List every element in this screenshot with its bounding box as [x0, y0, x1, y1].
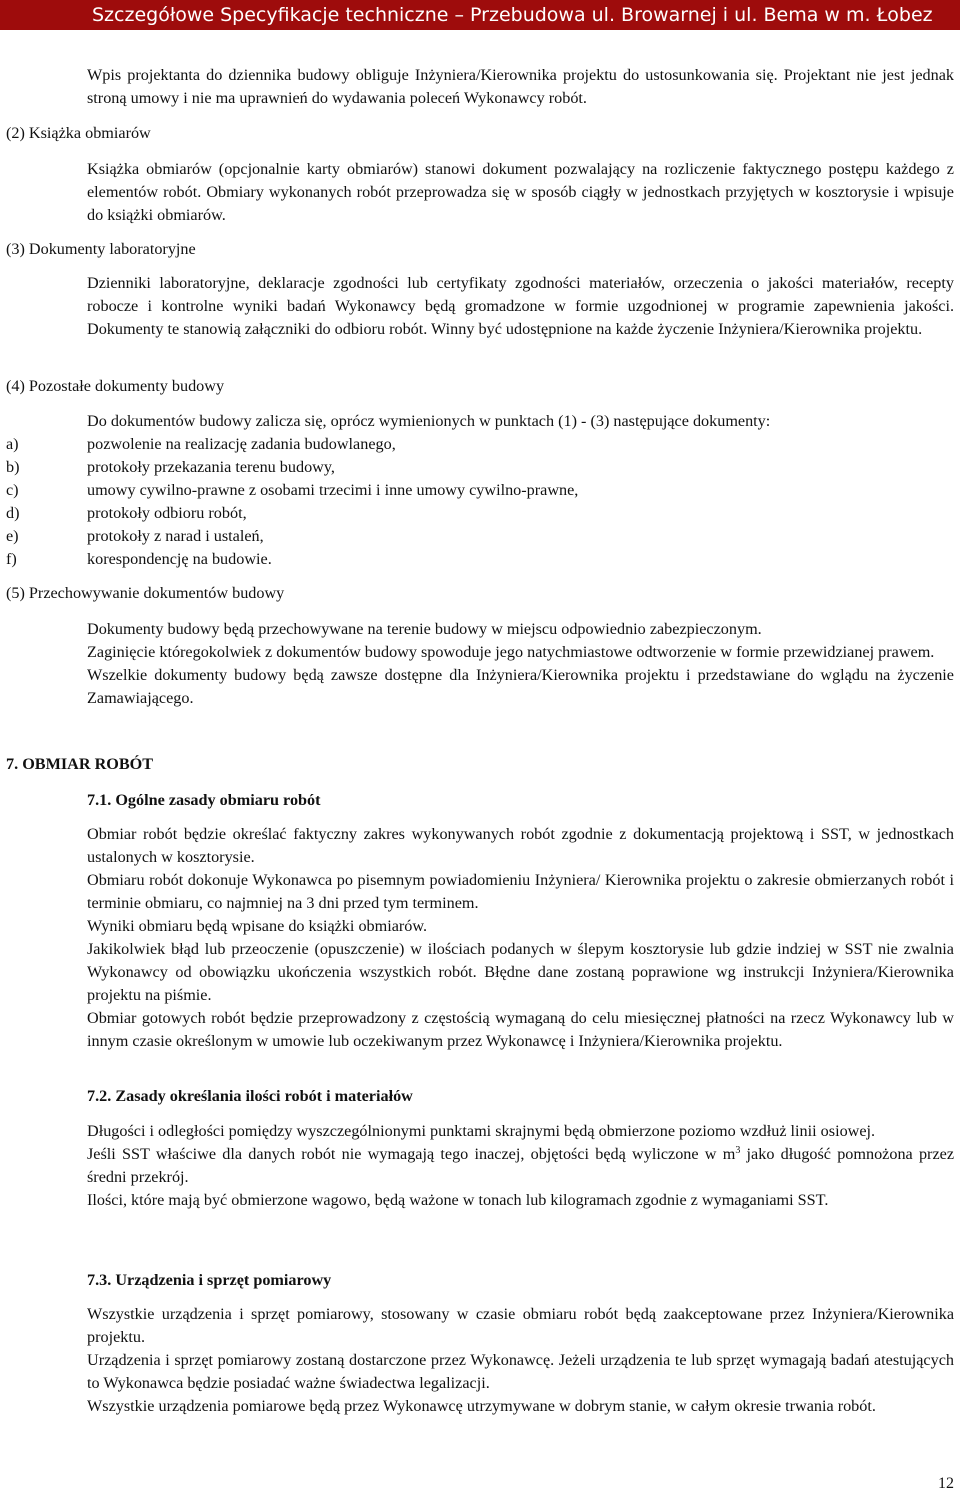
list-text: pozwolenie na realizację zadania budowlanego,	[87, 435, 396, 453]
list-letter: b)	[6, 458, 20, 476]
list-letter: d)	[6, 504, 20, 522]
list-letter: c)	[6, 481, 19, 499]
paragraph: Wszelkie dokumenty budowy będą zawsze dostępne dla Inżyniera/Kierownika projektu i przedstawiane do wglądu na życzenie Zamawiającego.	[87, 666, 954, 707]
subsection-7-3-paragraphs	[87, 1303, 954, 1418]
list-item	[6, 479, 946, 502]
paragraph: Ilości, które mają być obmierzone wagowo, będą ważone w tonach lub kilogramach zgodnie z wymaganiami SST.	[87, 1191, 829, 1209]
section-2-paragraph: Książka obmiarów (opcjonalnie karty obmiarów) stanowi dokument pozwalający na rozliczenie faktycznego postępu każdego z elementów robót. Obmiary wykonanych robót przeprowadza się w sposób ciągły w jednostkach przyjętych w kosztorysie i wpisuje do książki obmiarów.	[87, 160, 954, 224]
paragraph: Wszystkie urządzenia pomiarowe będą przez Wykonawcę utrzymywane w dobrym stanie, w całym okresie trwania robót.	[87, 1397, 876, 1415]
list-item	[6, 502, 946, 525]
paragraph-text: jako długość pomnożona przez średni przekrój.	[87, 1145, 955, 1186]
section-3-label: (3) Dokumenty laboratoryjne	[6, 240, 196, 258]
section-5-label: (5) Przechowywanie dokumentów budowy	[6, 584, 285, 602]
paragraph: Wszystkie urządzenia i sprzęt pomiarowy, stosowany w czasie obmiaru robót będą zaakceptowane przez Inżyniera/Kierownika projektu.	[87, 1305, 954, 1346]
list-text: protokoły odbioru robót,	[87, 504, 247, 522]
list-letter: e)	[6, 527, 19, 545]
subsection-7-1-paragraphs	[87, 823, 954, 1053]
paragraph: Urządzenia i sprzęt pomiarowy zostaną dostarczone przez Wykonawcę. Jeżeli urządzenia te lub sprzęt wymagają badań atestujących to Wykonawca będzie posiadać ważne świadectwa legalizacji.	[87, 1351, 954, 1392]
subsection-7-3-heading: 7.3. Urządzenia i sprzęt pomiarowy	[87, 1271, 332, 1289]
section-4-label: (4) Pozostałe dokumenty budowy	[6, 377, 225, 395]
section-3-paragraph: Dzienniki laboratoryjne, deklaracje zgodności lub certyfikaty zgodności materiałów, orzeczenia o jakości materiałów, recepty robocze i kontrolne wyniki badań Wykonawcy będą gromadzone w formie uzgodnionej w programie zapewnienia jakości. Dokumenty te stanowią załączniki do odbioru robót. Winny być udostępnione na każde życzenie Inżyniera/Kierownika projektu.	[87, 274, 954, 338]
intro-paragraph: Wpis projektanta do dziennika budowy obliguje Inżyniera/Kierownika projektu do ustosunkowania się. Projektant nie jest jednak stroną umowy i nie ma uprawnień do wydawania poleceń Wykonawcy robót.	[87, 66, 954, 107]
page-number: 12	[938, 1475, 954, 1492]
list-item	[6, 456, 946, 479]
list-text: umowy cywilno-prawne z osobami trzecimi i inne umowy cywilno-prawne,	[87, 481, 579, 499]
list-item	[6, 548, 946, 571]
chapter-7-heading: 7. OBMIAR ROBÓT	[6, 755, 154, 773]
paragraph	[87, 1143, 954, 1189]
superscript: 3	[735, 1145, 741, 1156]
paragraph: Wyniki obmiaru będą wpisane do książki obmiarów.	[87, 917, 428, 935]
paragraph: Długości i odległości pomiędzy wyszczególnionymi punktami skrajnymi będą obmierzone poziomo wzdłuż linii osiowej.	[87, 1122, 876, 1140]
paragraph: Dokumenty budowy będą przechowywane na terenie budowy w miejscu odpowiednio zabezpieczonym.	[87, 620, 762, 638]
subsection-7-2-paragraphs	[87, 1120, 954, 1212]
section-5-paragraphs	[87, 618, 954, 710]
list-text: protokoły z narad i ustaleń,	[87, 527, 264, 545]
subsection-7-1-heading: 7.1. Ogólne zasady obmiaru robót	[87, 791, 321, 809]
section-2-label: (2) Książka obmiarów	[6, 124, 151, 142]
list-text: korespondencję na budowie.	[87, 550, 272, 568]
section-4-intro: Do dokumentów budowy zalicza się, oprócz wymienionych w punktach (1) - (3) następujące dokumenty:	[87, 412, 771, 430]
paragraph: Obmiar robót będzie określać faktyczny zakres wykonywanych robót zgodnie z dokumentacją projektową i SST, w jednostkach ustalonych w kosztorysie.	[87, 825, 954, 866]
list-letter: f)	[6, 550, 17, 568]
paragraph-text: Jeśli SST właściwe dla danych robót nie wymagają tego inaczej, objętości będą wyliczone w m	[87, 1145, 736, 1163]
paragraph: Obmiar gotowych robót będzie przeprowadzony z częstością wymaganą do celu miesięcznej płatności na rzecz Wykonawcy lub w innym czasie określonym w umowie lub oczekiwanym przez Wykonawcę i Inżyniera/Kierownika projektu.	[87, 1009, 954, 1050]
list-text: protokoły przekazania terenu budowy,	[87, 458, 335, 476]
list-item	[6, 433, 946, 456]
paragraph: Zaginięcie któregokolwiek z dokumentów budowy spowoduje jego natychmiastowe odtworzenie w formie przewidzianej prawem.	[87, 643, 935, 661]
list-item	[6, 525, 946, 548]
list-letter: a)	[6, 435, 19, 453]
document-title: Szczegółowe Specyfikacje techniczne – Przebudowa ul. Browarnej i ul. Bema w m. Łobez	[92, 4, 933, 26]
document-header	[0, 0, 960, 30]
paragraph: Obmiaru robót dokonuje Wykonawca po pisemnym powiadomieniu Inżyniera/ Kierownika projektu o zakresie obmierzanych robót i terminie obmiaru, co najmniej na 3 dni przed tym terminem.	[87, 871, 954, 912]
subsection-7-2-heading: 7.2. Zasady określania ilości robót i materiałów	[87, 1087, 413, 1105]
paragraph: Jakikolwiek błąd lub przeoczenie (opuszczenie) w ilościach podanych w ślepym kosztorysie lub gdzie indziej w SST nie zwalnia Wykonawcy od obowiązku ukończenia wszystkich robót. Błędne dane zostaną poprawione wg instrukcji Inżyniera/Kierownika projektu na piśmie.	[87, 940, 954, 1004]
